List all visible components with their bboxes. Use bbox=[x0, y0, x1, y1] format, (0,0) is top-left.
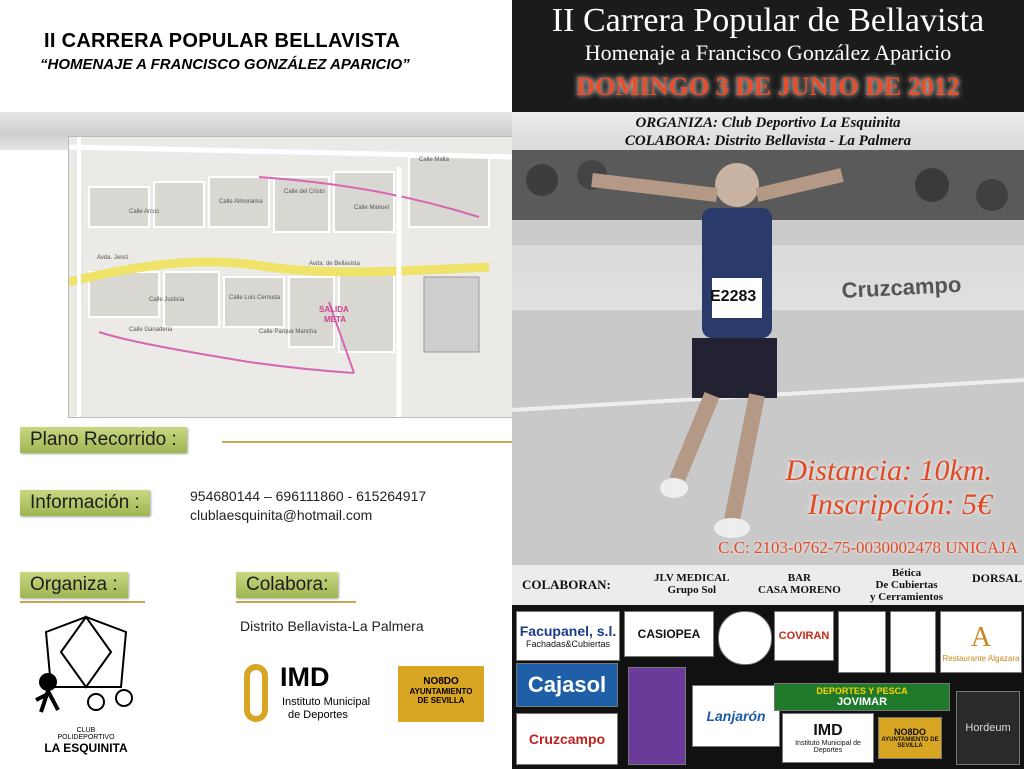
colabora-text: Distrito Bellavista-La Palmera bbox=[240, 618, 424, 634]
betica-line2: De Cubiertas bbox=[875, 579, 938, 591]
sponsor-ayuntamiento bbox=[878, 717, 942, 759]
poster-distancia: Distancia: 10km. bbox=[785, 454, 992, 487]
colabora-underline bbox=[236, 601, 356, 603]
club-logo-name: LA ESQUINITA bbox=[44, 741, 128, 755]
club-logo-icon bbox=[26, 612, 146, 722]
plano-underline bbox=[222, 441, 512, 443]
club-logo bbox=[26, 612, 146, 762]
map-street-label: Calle Manuel bbox=[354, 205, 390, 211]
sponsor-club-shield bbox=[628, 667, 686, 765]
map-street-label: Calle Ganaderia bbox=[129, 327, 173, 333]
map-street-label: Calle del Cristo bbox=[284, 189, 325, 195]
coviran-text: COVIRAN bbox=[778, 630, 830, 642]
poster-bank-account: C.C: 2103-0762-75-0030002478 UNICAJA bbox=[718, 538, 1018, 557]
sponsor-lanjaron bbox=[692, 685, 780, 747]
ayto-line1: AYUNTAMIENTO bbox=[409, 687, 473, 696]
sponsor-imd-title: IMD bbox=[813, 722, 843, 739]
sponsor-hordeum bbox=[956, 691, 1020, 765]
dorsal-logo: DORSAL bbox=[972, 571, 1023, 585]
facupanel-sub: Fachadas&Cubiertas bbox=[525, 639, 611, 649]
left-subtitle: “HOMENAJE A FRANCISCO GONZÁLEZ APARICIO” bbox=[40, 56, 410, 73]
map-street-label: Calle Justicia bbox=[149, 297, 185, 303]
sponsor-cajasol bbox=[516, 663, 618, 707]
cajasol-text: Cajasol bbox=[527, 672, 607, 697]
poster-banner-text: Cruzcampo bbox=[840, 271, 962, 303]
map-street-label: Calle Luis Cernuda bbox=[229, 295, 281, 301]
poster-colabora: COLABORA: Distrito Bellavista - La Palmera bbox=[624, 133, 912, 149]
imd-logo-icon bbox=[244, 664, 268, 722]
bar-line2: CASA MORENO bbox=[758, 584, 841, 596]
colabora-label: Colabora: bbox=[236, 572, 338, 598]
club-logo-line2: POLIDEPORTIVO bbox=[57, 734, 115, 741]
sponsor-esquinita bbox=[838, 611, 886, 673]
map-street-label: Calle Parque Mancha bbox=[259, 329, 317, 335]
map-salida-label: SALIDA bbox=[319, 305, 349, 314]
sponsor-algazara bbox=[940, 611, 1022, 673]
route-map bbox=[68, 136, 514, 418]
map-meta-label: META bbox=[324, 315, 347, 324]
map-street-label: Calle Malta bbox=[419, 157, 450, 163]
club-logo-line1: CLUB bbox=[76, 727, 96, 734]
imd-logo bbox=[244, 664, 394, 724]
hordeum-text: Hordeum bbox=[965, 722, 1011, 734]
map-street-label: Calle Arcos bbox=[129, 209, 160, 215]
jovimar-line2: JOVIMAR bbox=[836, 696, 888, 708]
jlv-line1: JLV MEDICAL bbox=[654, 572, 730, 584]
bar-line1: BAR bbox=[787, 572, 812, 584]
ayto-line2: DE SEVILLA bbox=[417, 696, 465, 705]
casa-moreno bbox=[758, 572, 841, 596]
informacion-label: Información : bbox=[20, 490, 150, 516]
contact-info bbox=[190, 487, 426, 525]
betica-line3: y Cerramientos bbox=[870, 591, 944, 603]
poster-distance-block bbox=[785, 454, 992, 522]
sponsor-cruzcampo bbox=[516, 713, 618, 765]
betica-line1: Bética bbox=[891, 567, 922, 579]
jlv-medical bbox=[654, 572, 730, 596]
poster-title: II Carrera Popular de Bellavista bbox=[551, 2, 985, 39]
nodo-text: NO8DO bbox=[423, 676, 459, 687]
sponsor-casiopea bbox=[624, 611, 714, 657]
sponsor-jovimar bbox=[774, 683, 950, 711]
jovimar-line1: DEPORTES Y PESCA bbox=[816, 686, 908, 696]
sponsor-circle-logo bbox=[718, 611, 772, 665]
imd-logo-line1: Instituto Municipal bbox=[282, 696, 371, 708]
poster-subtitle: Homenaje a Francisco González Aparicio bbox=[584, 40, 952, 65]
plano-recorrido-label: Plano Recorrido : bbox=[20, 427, 187, 453]
map-street-label: Calle Almoraima bbox=[219, 199, 263, 205]
sponsor-coviran bbox=[774, 611, 834, 661]
poster-organiza: ORGANIZA: Club Deportivo La Esquinita bbox=[635, 115, 901, 131]
race-poster bbox=[512, 0, 1024, 769]
casiopea-text: CASIOPEA bbox=[637, 627, 701, 641]
colaboran-bar bbox=[512, 565, 1024, 605]
runner-bib: E2283 bbox=[710, 288, 757, 305]
imd-logo-title: IMD bbox=[280, 662, 330, 692]
ayuntamiento-logo bbox=[398, 666, 484, 722]
sponsors-grid bbox=[512, 605, 1024, 769]
email-address[interactable]: clublaesquinita@hotmail.com bbox=[190, 507, 373, 523]
poster-date: DOMINGO 3 DE JUNIO DE 2012 bbox=[576, 72, 960, 101]
jlv-line2: Grupo Sol bbox=[667, 584, 717, 596]
route-map-svg bbox=[69, 137, 513, 417]
sponsor-imd bbox=[782, 713, 874, 763]
organiza-label: Organiza : bbox=[20, 572, 128, 598]
phone-numbers: 954680144 – 696111860 - 615264917 bbox=[190, 488, 427, 504]
map-street-label: Avda. de Bellavista bbox=[309, 261, 360, 267]
colaboran-label: COLABORAN: bbox=[522, 577, 611, 592]
algazara-icon: A bbox=[970, 621, 992, 653]
facupanel-text: Facupanel, s.l. bbox=[519, 623, 617, 639]
sponsor-imd-sub: Instituto Municipal de Deportes bbox=[795, 740, 861, 754]
sponsor-shield bbox=[890, 611, 936, 673]
organiza-underline bbox=[20, 601, 145, 603]
betica-cubiertas bbox=[870, 567, 943, 603]
left-title: II CARRERA POPULAR BELLAVISTA bbox=[44, 30, 401, 52]
lanjaron-text: Lanjarón bbox=[706, 708, 766, 724]
cruzcampo-text: Cruzcampo bbox=[528, 731, 606, 747]
sponsor-facupanel bbox=[516, 611, 620, 661]
poster-inscripcion: Inscripción: 5€ bbox=[807, 488, 992, 521]
map-street-label: Avda. Jerez bbox=[97, 255, 129, 261]
sponsor-ayto: AYUNTAMIENTO DE SEVILLA bbox=[881, 737, 939, 749]
sponsor-nodo: NO8DO bbox=[893, 727, 926, 737]
poster-organizers bbox=[512, 112, 1024, 154]
algazara-text: Restaurante Algazara bbox=[942, 653, 1020, 663]
imd-logo-line2: de Deportes bbox=[288, 709, 348, 721]
